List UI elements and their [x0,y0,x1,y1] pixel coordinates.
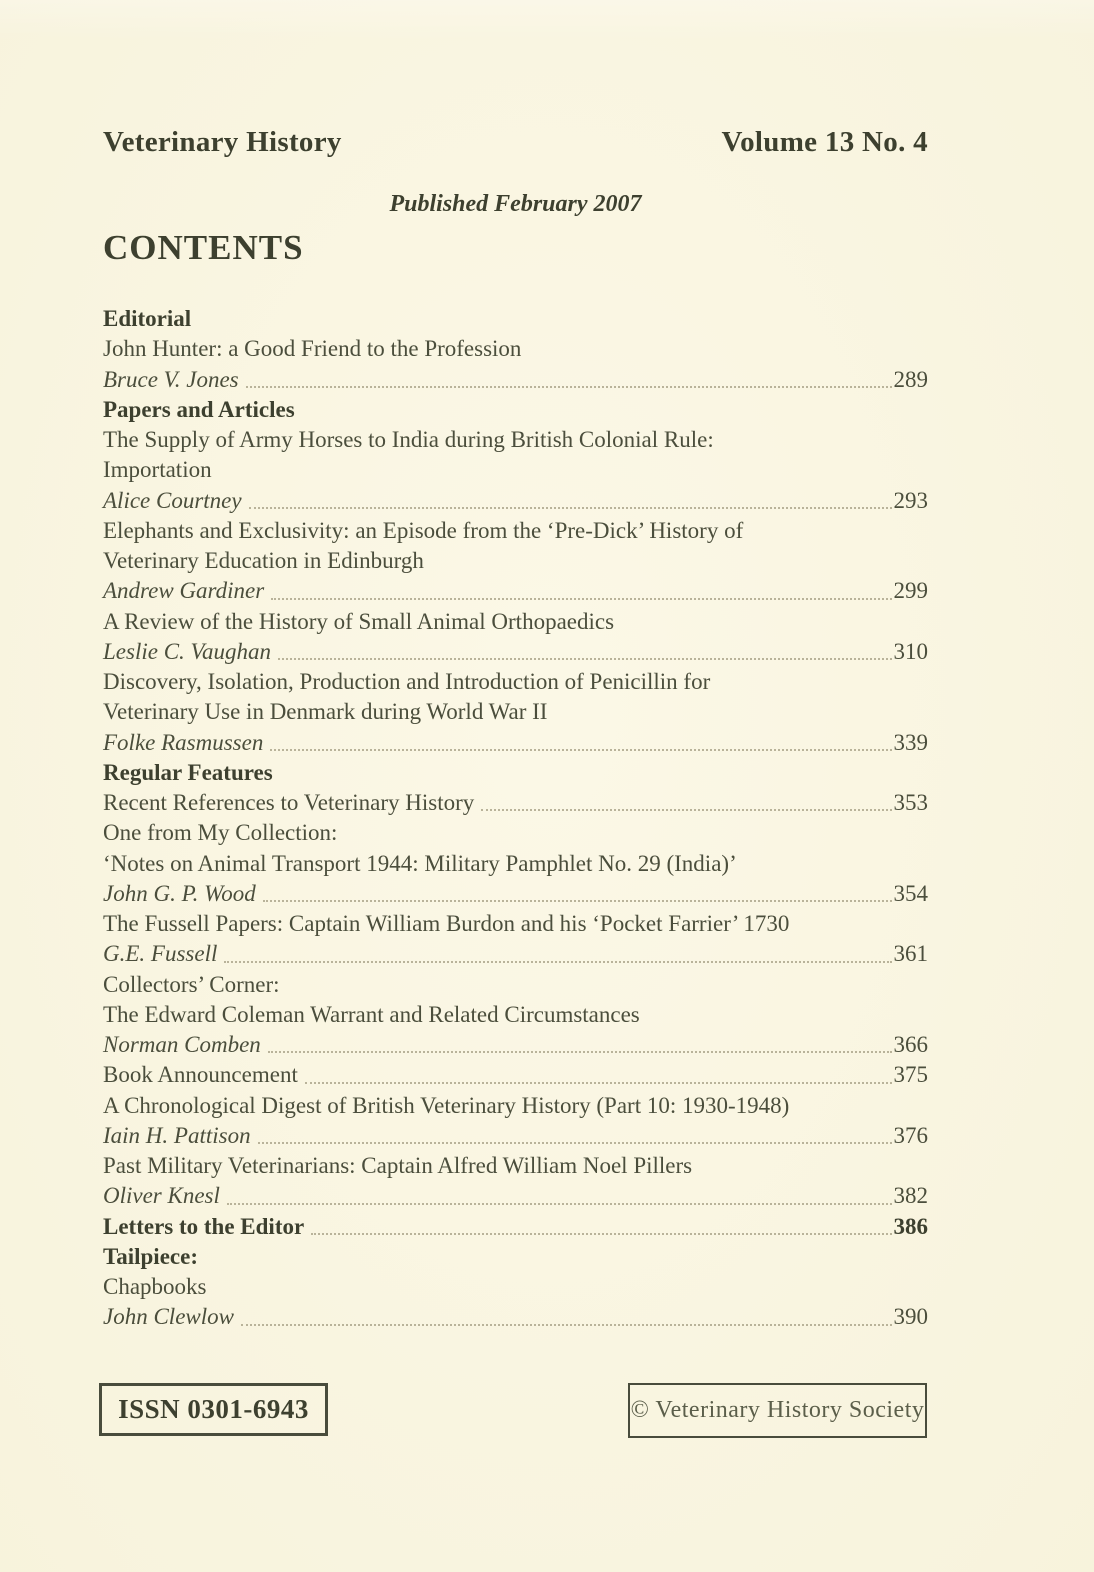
toc-entry-text: John Hunter: a Good Friend to the Profession [103,336,522,362]
toc-page-number: 310 [893,638,928,664]
toc-row [103,1272,928,1302]
toc-row [103,425,928,455]
footer [99,1383,927,1438]
toc-row [103,788,928,818]
toc-entry-text: Folke Rasmussen [103,729,264,755]
toc-row [103,576,928,606]
page-header [103,126,928,159]
toc-entry-text: The Fussell Papers: Captain William Burdon and his ‘Pocket Farrier’ 1730 [103,911,790,936]
toc-row [103,516,928,546]
toc-row [103,455,928,485]
toc-entry-text: Discovery, Isolation, Production and Introduction of Penicillin for [103,669,711,694]
volume-label: Volume 13 No. 4 [721,126,928,158]
dotted-leader [251,1121,894,1151]
toc-entry-text: Norman Comben [103,1032,261,1057]
toc-entry-text: Alice Courtney [103,487,242,513]
dotted-leader [234,1302,894,1332]
toc-row [103,879,928,909]
dotted-leader [271,637,893,667]
toc-page-number: 390 [893,1304,928,1330]
issn-label: ISSN 0301-6943 [118,1394,309,1424]
toc-row [103,304,928,334]
toc-page-number: 354 [893,880,928,906]
toc-entry-text: Bruce V. Jones [103,366,239,392]
journal-title: Veterinary History [103,126,342,158]
toc-row [103,1181,928,1211]
issn-box [99,1383,328,1436]
toc-entry-text: One from My Collection: [103,820,338,846]
toc-page-number: 293 [893,487,928,513]
toc-page-number: 353 [893,790,928,815]
toc-entry-text: Andrew Gardiner [103,578,265,604]
toc-page-number: 386 [893,1213,928,1239]
toc-entry-text: Recent References to Veterinary History [103,790,475,815]
toc-entry-text: John G. P. Wood [103,880,256,906]
toc-row [103,1091,928,1121]
toc-entry-text: A Review of the History of Small Animal Orthopaedics [103,608,615,634]
toc-page-number: 339 [893,729,928,755]
toc-row [103,1030,928,1060]
copyright-label: © Veterinary History Society [630,1397,925,1423]
toc-entry-text: Book Announcement [103,1062,298,1088]
toc-row [103,1302,928,1332]
contents-heading: CONTENTS [103,228,304,267]
toc-row [103,1242,928,1272]
dotted-leader [217,939,893,969]
toc-row [103,546,928,576]
toc-page-number: 361 [893,941,928,967]
toc-row [103,1151,928,1181]
toc-row [103,486,928,516]
toc-entry-text: Letters to the Editor [103,1213,305,1239]
toc-page-number: 375 [893,1062,928,1088]
dotted-leader [239,365,894,395]
toc-entry-text: Leslie C. Vaughan [103,638,272,664]
toc-entry-text: Importation [103,457,212,483]
dotted-leader [304,1212,893,1242]
toc-entry-text: Oliver Knesl [103,1183,220,1209]
toc-entry-text: Regular Features [103,759,273,785]
toc-row [103,970,928,1000]
toc-page-number: 376 [893,1122,928,1148]
toc-row [103,637,928,667]
toc-entry-text: The Supply of Army Horses to India during British Colonial Rule: [103,427,714,452]
toc-entry-text: Iain H. Pattison [103,1122,251,1148]
toc-row [103,395,928,425]
toc-row [103,365,928,395]
toc-entry-text: Tailpiece: [103,1243,198,1269]
toc-page-number: 382 [893,1183,928,1209]
toc-entry-text: Collectors’ Corner: [103,971,280,997]
toc-entry-text: ‘Notes on Animal Transport 1944: Military Pamphlet No. 29 (India)’ [103,850,737,876]
toc-entry-text: Editorial [103,306,192,331]
toc-page-number: 299 [893,578,928,604]
toc-row [103,909,928,939]
toc-entry-text: A Chronological Digest of British Veterinary History (Part 10: 1930-1948) [103,1092,790,1118]
dotted-leader [264,576,893,606]
toc-entry-text: Veterinary Education in Edinburgh [103,548,424,573]
published-line: Published February 2007 [389,191,642,217]
toc-row [103,697,928,727]
toc-row [103,758,928,788]
dotted-leader [474,788,893,818]
copyright-box [628,1383,927,1438]
toc-list [103,304,928,1333]
toc-entry-text: G.E. Fussell [103,941,218,967]
toc-page-number: 366 [893,1032,928,1057]
toc-row [103,818,928,848]
toc-entry-text: Papers and Articles [103,396,295,422]
toc-row [103,939,928,969]
toc-row [103,1060,928,1090]
toc-row [103,1212,928,1242]
dotted-leader [261,1030,894,1060]
toc-row [103,849,928,879]
toc-entry-text: Past Military Veterinarians: Captain Alfred William Noel Pillers [103,1153,693,1178]
toc-row [103,334,928,364]
dotted-leader [242,486,894,516]
toc-row [103,1000,928,1030]
toc-entry-text: Chapbooks [103,1274,207,1299]
toc-row [103,728,928,758]
toc-entry-text: Veterinary Use in Denmark during World War II [103,699,548,725]
dotted-leader [220,1181,894,1211]
toc-page-number: 289 [893,366,928,392]
dotted-leader [298,1060,894,1090]
toc-entry-text: The Edward Coleman Warrant and Related Circumstances [103,1001,640,1027]
toc-entry-text: John Clewlow [103,1304,234,1330]
toc-entry-text: Elephants and Exclusivity: an Episode from the ‘Pre-Dick’ History of [103,517,744,543]
toc-row [103,667,928,697]
dotted-leader [263,728,893,758]
toc-row [103,607,928,637]
dotted-leader [256,879,894,909]
toc-row [103,1121,928,1151]
